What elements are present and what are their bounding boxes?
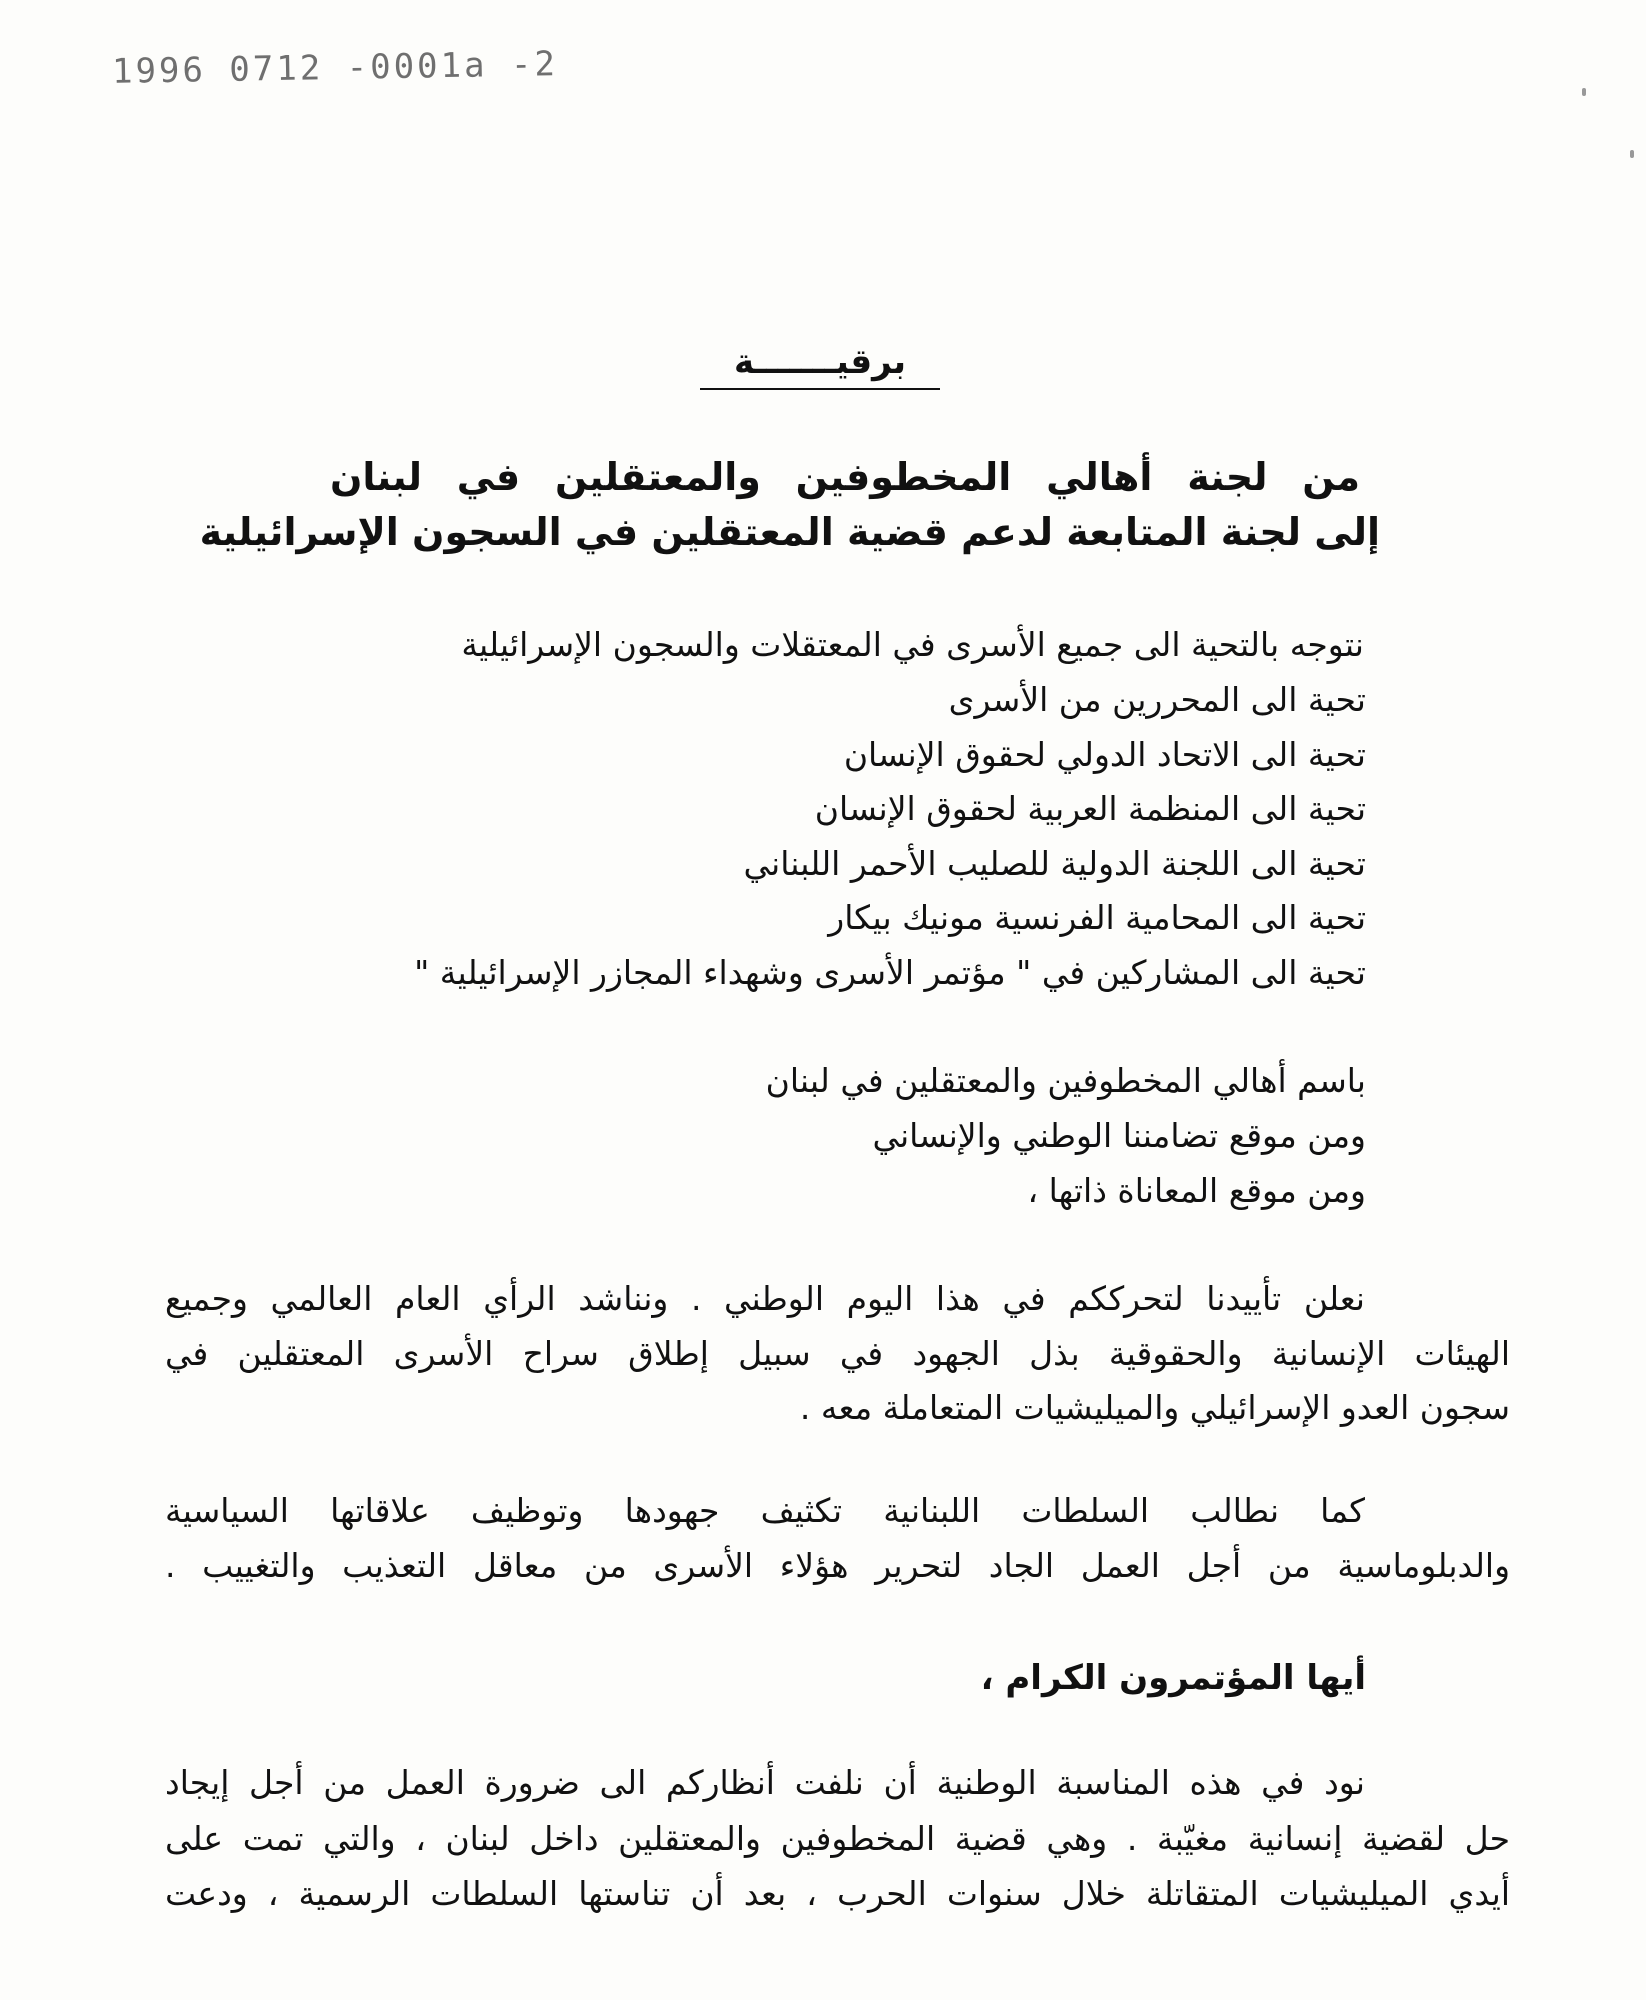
in-name-of-line: ومن موقع المعاناة ذاتها ، <box>1027 1171 1366 1210</box>
paragraph-line: حل لقضية إنسانية مغيّبة . وهي قضية المخطوفين والمعتقلين داخل لبنان ، والتي تمت على <box>165 1819 1510 1858</box>
greeting-line: تحية الى الاتحاد الدولي لحقوق الإنسان <box>843 735 1366 774</box>
paragraph-line: سجون العدو الإسرائيلي والميليشيات المتعاملة معه . <box>799 1388 1510 1427</box>
paragraph-line: الهيئات الإنسانية والحقوقية بذل الجهود في سبيل إطلاق سراح الأسرى المعتقلين في <box>165 1334 1510 1373</box>
in-name-of-line: ومن موقع تضامننا الوطني والإنساني <box>872 1116 1366 1155</box>
header-from: من لجنة أهالي المخطوفين والمعتقلين في لبنان <box>330 455 1360 499</box>
archive-reference: 1996 0712 -0001a -2 <box>111 44 559 92</box>
greeting-line: تحية الى المحررين من الأسرى <box>948 680 1366 719</box>
paper-speck <box>1630 150 1634 158</box>
in-name-of-line: باسم أهالي المخطوفين والمعتقلين في لبنان <box>765 1061 1366 1100</box>
greeting-line: نتوجه بالتحية الى جميع الأسرى في المعتقلات والسجون الإسرائيلية <box>461 625 1364 664</box>
paragraph-line: نود في هذه المناسبة الوطنية أن نلفت أنظاركم الى ضرورة العمل من أجل إيجاد <box>165 1763 1365 1802</box>
paragraph-line: كما نطالب السلطات اللبنانية تكثيف جهودها وتوظيف علاقاتها السياسية <box>165 1491 1365 1530</box>
paragraph-line: نعلن تأييدنا لتحرككم في هذا اليوم الوطني . ونناشد الرأي العام العالمي وجميع <box>165 1279 1365 1318</box>
greeting-line: تحية الى المحامية الفرنسية مونيك بيكار <box>828 898 1366 937</box>
address-line: أيها المؤتمرون الكرام ، <box>980 1658 1366 1698</box>
greeting-line: تحية الى المنظمة العربية لحقوق الإنسان <box>814 789 1366 828</box>
greeting-line: تحية الى اللجنة الدولية للصليب الأحمر اللبناني <box>743 844 1366 883</box>
document-title: برقيـــــــة <box>700 342 940 390</box>
header-to: إلى لجنة المتابعة لدعم قضية المعتقلين في السجون الإسرائيلية <box>199 510 1380 554</box>
paragraph-line: أيدي الميليشيات المتقاتلة خلال سنوات الحرب ، بعد أن تناستها السلطات الرسمية ، ودعت <box>165 1874 1510 1913</box>
paragraph-line: والدبلوماسية من أجل العمل الجاد لتحرير هؤلاء الأسرى من معاقل التعذيب والتغييب . <box>165 1546 1510 1585</box>
greeting-line: تحية الى المشاركين في " مؤتمر الأسرى وشهداء المجازر الإسرائيلية " <box>414 953 1366 992</box>
paper-speck <box>1582 88 1586 96</box>
